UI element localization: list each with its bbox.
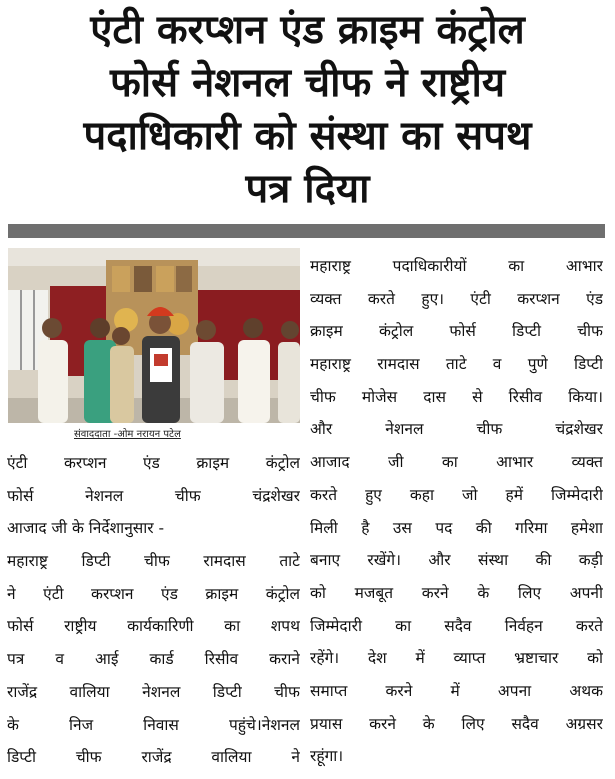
article-column-left [7,447,300,774]
headline-line: पत्र दिया [245,166,370,212]
headline-line: पदाधिकारी को संस्था का सपथ [83,113,532,159]
text-line: डिप्टी चीफ राजेंद्र वालिया ने [7,748,300,767]
text-line: आजाद जी के निर्देशानुसार - [7,519,165,538]
text-line: को मजबूत करने के लिए अपनी [310,583,603,602]
text-line: राजेंद्र वालिया नेशनल डिप्टी चीफ [7,682,300,701]
divider-bar [8,224,605,238]
text-line: चीफ मोजेस दास से रिसीव किया। [310,387,603,406]
text-line: महाराष्ट्र रामदास ताटे व पुणे डिप्टी [310,355,603,374]
text-line: महाराष्ट्र डिप्टी चीफ रामदास ताटे [7,552,300,571]
text-line: मिली है उस पद की गरिमा हमेशा [310,518,603,537]
text-line: बनाए रखेंगे। और संस्था की कड़ी [310,551,603,570]
news-photo [8,248,300,423]
text-line: करते हुए कहा जो हमें जिम्मेदारी [310,485,603,504]
text-line: फोर्स राष्ट्रीय कार्यकारिणी का शपथ [7,617,300,636]
text-line: के निज निवास पहुंचे।नेशनल [7,715,300,734]
text-line: ने एंटी करप्शन एंड क्राइम कंट्रोल [7,584,300,603]
photo-caption: संवाददाता -ओम नरायन पटेल [74,429,181,440]
text-line: आजाद जी का आभार व्यक्त [310,453,603,472]
article-column-right [310,250,603,773]
headline-line: एंटी करप्शन एंड क्राइम कंट्रोल [90,7,525,53]
headline-line: फोर्स नेशनल चीफ ने राष्ट्रीय [109,60,506,106]
text-line: समाप्त करने में अपना अथक [310,681,603,700]
text-line: व्यक्त करते हुए। एंटी करप्शन एंड [310,289,603,308]
text-line: एंटी करप्शन एंड क्राइम कंट्रोल [7,454,300,472]
text-line: जिम्मेदारी का सदैव निर्वहन करते [310,616,603,635]
headline [0,4,615,216]
text-line: क्राइम कंट्रोल फोर्स डिप्टी चीफ [310,322,603,341]
text-line: रहेंगे। देश में व्याप्त भ्रष्टाचार को [310,649,603,668]
text-line: प्रयास करने के लिए सदैव अग्रसर [310,714,603,733]
text-line: फोर्स नेशनल चीफ चंद्रशेखर [7,486,300,505]
group-photo-illustration [8,248,300,423]
text-line: पत्र व आई कार्ड रिसीव कराने [7,650,300,669]
text-line: महाराष्ट्र पदाधिकारीयों का आभार [310,257,603,275]
text-line: और नेशनल चीफ चंद्रशेखर [310,420,603,439]
text-line: रहूंगा। [310,747,344,766]
